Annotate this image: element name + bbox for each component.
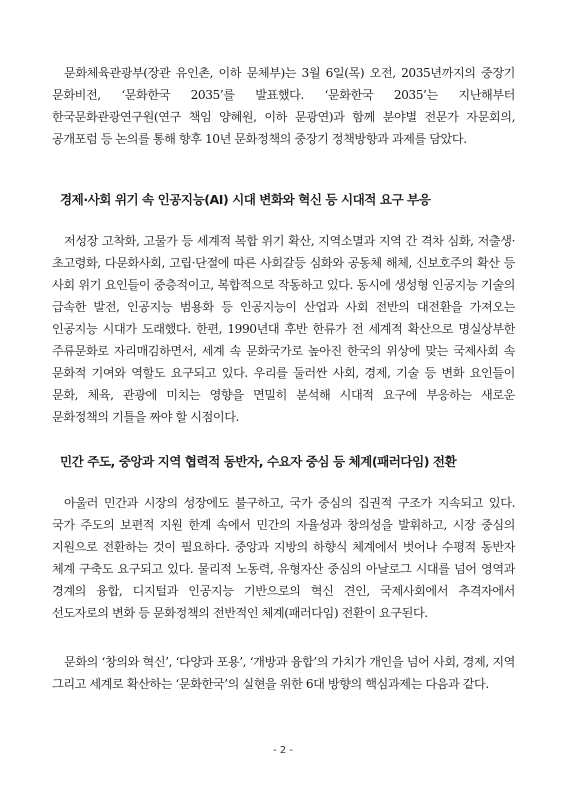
- section-paragraph-paradigm-shift: 아울러 민간과 시장의 성장에도 불구하고, 국가 중심의 집권적 구조가 지속되고 있다. 국가 주도의 보편적 지원 한계 속에서 민간의 자율성과 창의성을 발휘하고, 시장 중심의 지원으로 전환하는 것이 필요하다. 중앙과 지방의 하향식 체계에서 벗어나 수평적 동반자 체계 구축도 요구되고 있다. 물리적 노동력, 유형자산 중심의 아날로그 시대를 넘어 영역과 경계의 융합, 디지털과 인공지능 기반으로의 혁신 견인, 국제사회에서 추격자에서 선도자로의 변화 등 문화정책의 전반적인 체계(패러다임) 전환이 요구된다.: [52, 496, 515, 620]
- section-heading-paradigm-shift: 민간 주도, 중앙과 지역 협력적 동반자, 수요자 중심 등 체계(패러다임) 전환: [60, 454, 457, 469]
- section-heading-ai-era: 경제·사회 위기 속 인공지능(AI) 시대 변화와 혁신 등 시대적 요구 부응: [60, 192, 431, 207]
- closing-paragraph: 문화의 ‘창의와 혁신’, ‘다양과 포용’, ‘개방과 융합’의 가치가 개인을 넘어 사회, 경제, 지역 그리고 세계로 확산하는 ‘문화한국’의 실현을 위한 6대 방향의 핵심과제는 다음과 같다.: [52, 655, 515, 691]
- page-number: - 2 -: [273, 745, 293, 756]
- intro-paragraph: 문화체육관광부(장관 유인촌, 이하 문체부)는 3월 6일(목) 오전, 2035년까지의 중장기 문화비전, ‘문화한국 2035’를 발표했다. ‘문화한국 2035’는 지난해부터 한국문화관광연구원(연구 책임 양혜원, 이하 문광연)과 함께 분야별 전문가 자문회의, 공개포럼 등 논의를 통해 향후 10년 문화정책의 중장기 정책방향과 과제를 담았다.: [52, 66, 515, 146]
- section-paragraph-ai-era: 저성장 고착화, 고물가 등 세계적 복합 위기 확산, 지역소멸과 지역 간 격차 심화, 저출생·초고령화, 다문화사회, 고립·단절에 따른 사회갈등 심화와 공동체 해체, 신보호주의 확산 등 사회 위기 요인들이 중층적이고, 복합적으로 작동하고 있다. 동시에 생성형 인공지능 기술의 급속한 발전, 인공지능 범용화 등 인공지능이 산업과 사회 전반의 대전환을 가져오는 인공지능 시대가 도래했다. 한편, 1990년대 후반 한류가 전 세계적 확산으로 명실상부한 주류문화로 자리매김하면서, 세계 속 문화국가로 높아진 한국의 위상에 맞는 국제사회 속 문화적 기여와 역할도 요구되고 있다. 우리를 둘러싼 사회, 경제, 기술 등 변화 요인들이 문화, 체육, 관광에 미치는 영향을 면밀히 분석해 시대적 요구에 부응하는 새로운 문화정책의 기틀을 짜야 할 시점이다.: [52, 234, 515, 424]
